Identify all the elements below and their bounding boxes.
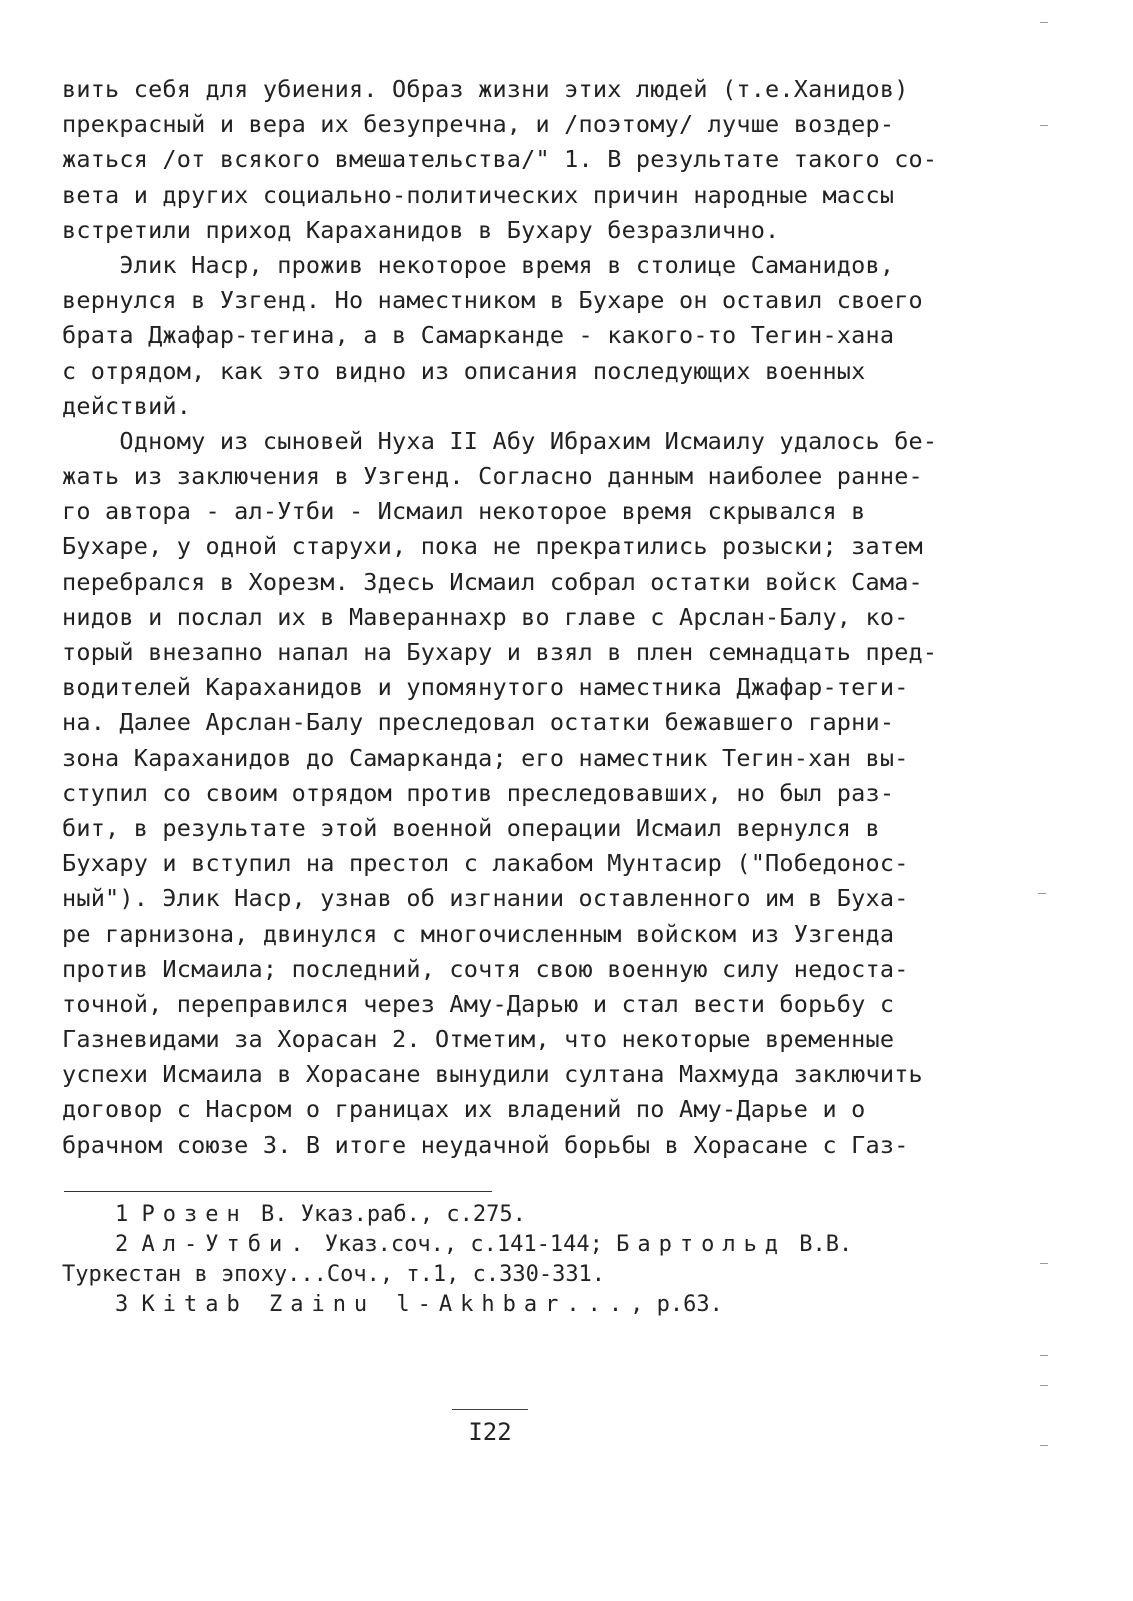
text-line: против Исмаила; последний, сочтя свою военную силу недоста- [62,954,909,983]
text-line: договор с Насром о границах их владений по Аму-Дарье и о [62,1095,866,1124]
page-number: I22 [468,1418,512,1446]
text-line: встретили приход Караханидов в Бухару безразлично. [62,215,780,244]
text-line: водителей Караханидов и упомянутого наместника Джафар-теги- [62,673,909,702]
text-line: жаться /от всякого вмешательства/" 1. В результате такого со- [62,145,938,174]
text-line: Бухаре, у одной старухи, пока не прекратились розыски; затем [62,532,923,561]
text-line: ре гарнизона, двинулся с многочисленным войском из Узгенда [62,919,895,948]
text-line: перебрался в Хорезм. Здесь Исмаил собрал остатки войск Сама- [62,567,923,596]
text-line: го автора - ал-Утби - Исмаил некоторое время скрывался в [62,497,866,526]
footnote-text: Туркестан в эпоху...Соч., т.1, с.330-331. [62,1262,606,1287]
scan-mark [1038,893,1046,894]
text-line: ный"). Элик Наср, узнав об изгнании оставленного им в Буха- [62,884,909,913]
footnote-text: Указ.соч., с.141-144; [311,1232,617,1257]
scan-mark [1040,1445,1048,1446]
text-line: успехи Исмаила в Хорасане вынудили султана Махмуда заключить [62,1060,923,1089]
footnote-text: В. Указ.раб., с.275. [247,1202,526,1227]
text-line: точной, переправился через Аму-Дарью и стал вести борьбу с [62,989,895,1018]
footnote-number: 3 [114,1292,129,1317]
text-line: на. Далее Арслан-Балу преследовал остатки бежавшего гарни- [62,708,895,737]
text-line: Газневидами за Хорасан 2. Отметим, что некоторые временные [62,1025,895,1054]
text-line: Элик Наср, прожив некоторое время в столице Саманидов, [62,250,895,279]
text-line: вить себя для убиения. Образ жизни этих людей (т.е.Ханидов) [62,75,909,103]
page-number-rule [452,1409,528,1410]
scan-mark [1040,125,1048,126]
text-line: торый внезапно напал на Бухару и взял в плен семнадцать пред- [62,638,938,666]
scan-mark [1040,1355,1048,1356]
footnote-divider [64,1191,492,1192]
footnote-author: Kitab Zainu l-Akhbar... [141,1292,631,1317]
footnotes [62,1200,1072,1320]
text-line: жать из заключения в Узгенд. Согласно данным наиболее ранне- [62,462,923,491]
text-line: с отрядом, как это видно из описания последующих военных [62,356,866,385]
text-line: Бухару и вступил на престол с лакабом Мунтасир ("Победонос- [62,849,909,878]
footnote-2 [62,1230,1072,1260]
footnote-2-continued [62,1260,1072,1290]
footnote-1 [62,1200,1072,1230]
text-line: брачном союзе 3. В итоге неудачной борьбы в Хорасане с Газ- [62,1130,909,1159]
footnote-number: 2 [114,1232,129,1257]
footnote-author: Розен [141,1202,248,1227]
text-line: Одному из сыновей Нуха II Абу Ибрахим Исмаилу удалось бе- [62,426,938,455]
text-line: бит, в результате этой военной операции Исмаил вернулся в [62,813,880,842]
text-line: вернулся в Узгенд. Но наместником в Бухаре он оставил своего [62,286,923,315]
text-line: ступил со своим отрядом против преследовавших, но был раз- [62,778,895,807]
text-line: вета и других социально-политических причин народные массы [62,180,895,209]
scan-mark [1040,1385,1048,1386]
text-line: действий. [62,391,192,420]
footnote-author: Бартольд [616,1232,787,1257]
text-line: нидов и послал их в Мавераннахр во главе с Арслан-Балу, ко- [62,602,909,631]
scan-mark [1040,1263,1048,1264]
text-line: зона Караханидов до Самарканда; его наместник Тегин-хан вы- [62,743,909,772]
scan-mark [1040,22,1048,23]
footnote-author: Ал-Утби. [141,1232,312,1257]
footnote-text: В.В. [786,1232,853,1257]
footnote-text: , p.63. [630,1292,723,1317]
text-line: прекрасный и вера их безупречна, и /поэтому/ лучше воздер- [62,110,895,139]
footnote-3 [62,1290,1072,1320]
body-text [62,72,1052,1163]
text-line: брата Джафар-тегина, а в Самарканде - какого-то Тегин-хана [62,321,895,350]
footnote-number: 1 [114,1202,129,1227]
